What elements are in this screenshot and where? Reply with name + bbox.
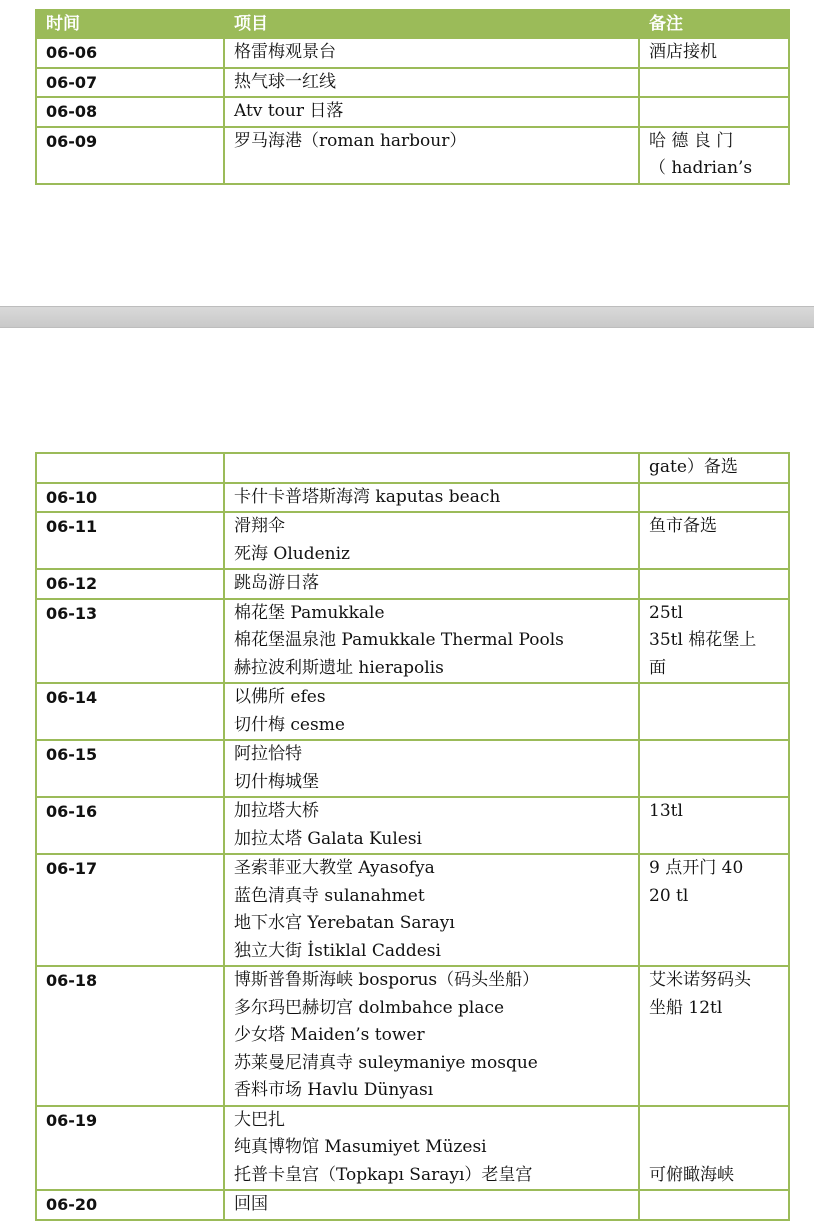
note-cell [639,453,789,483]
note-line: 哈 德 良 门 [649,130,734,151]
item-line: 切什梅城堡 [234,771,319,792]
date-cell: 06-16 [36,797,224,854]
item-line: 棉花堡温泉池 Pamukkale Thermal Pools [234,630,564,650]
note-line: 面 [649,657,666,678]
header-item: 项目 [224,10,639,38]
table-row [36,683,789,740]
note-cell [639,854,789,966]
item-cell [224,97,639,127]
note-line [649,1107,779,1135]
item-line: 加拉太塔 Galata Kulesi [234,828,422,849]
item-cell [224,854,639,966]
item-line: 蓝色清真寺 sulanahmet [234,885,425,906]
date-cell: 06-12 [36,569,224,599]
item-cell [224,683,639,740]
note-line: 坐船 12tl [649,997,723,1018]
item-line: 苏莱曼尼清真寺 suleymaniye mosque [234,1052,538,1073]
table-row [36,966,789,1106]
header-time: 时间 [36,10,224,38]
table-row [36,483,789,513]
table-row [36,1190,789,1220]
item-line: 地下水宫 Yerebatan Sarayı [234,913,455,933]
item-line: 托普卡皇宫（Topkapı Sarayı）老皇宫 [234,1164,533,1185]
item-line: 纯真博物馆 Masumiyet Müzesi [234,1137,487,1157]
item-cell [224,797,639,854]
date-cell: 06-08 [36,97,224,127]
date-cell: 06-17 [36,854,224,966]
item-cell [224,599,639,684]
item-line: 格雷梅观景台 [234,42,336,62]
item-cell [224,127,639,184]
note-line: 13tl [649,801,683,821]
item-line: 少女塔 Maiden’s tower [234,1025,425,1045]
item-line: 回国 [234,1194,268,1214]
item-line: 赫拉波利斯遗址 hierapolis [234,657,444,678]
item-cell [224,512,639,569]
note-cell [639,97,789,127]
table-row [36,740,789,797]
table-row [36,512,789,569]
item-cell [224,483,639,513]
note-cell [639,38,789,68]
note-line: 艾米诺努码头 [649,970,751,990]
date-cell: 06-20 [36,1190,224,1220]
note-cell [639,1106,789,1191]
item-line: 加拉塔大桥 [234,801,319,821]
note-line: 9 点开门 40 [649,858,744,878]
note-line: 25tl [649,602,683,623]
table-row [36,127,789,184]
item-line: 以佛所 efes [234,687,326,707]
item-cell [224,569,639,599]
table-row [36,97,789,127]
item-line: 博斯普鲁斯海峡 bosporus（码头坐船） [234,970,540,990]
note-line: 35tl 棉花堡上 [649,630,757,650]
table-row [36,854,789,966]
note-cell [639,740,789,797]
table-row [36,38,789,68]
note-line: 酒店接机 [649,42,717,62]
note-line: 鱼市备选 [649,516,717,536]
date-cell: 06-14 [36,683,224,740]
item-line: 香料市场 Havlu Dünyası [234,1080,434,1100]
note-line: 可俯瞰海峡 [649,1164,734,1185]
item-line: 滑翔伞 [234,516,285,536]
itinerary-table-page1 [35,9,790,185]
date-cell: 06-19 [36,1106,224,1191]
item-line: 独立大街 İstiklal Caddesi [234,940,441,961]
item-line: 热气球一红线 [234,71,336,92]
date-cell: 06-11 [36,512,224,569]
itinerary-table-page2 [35,452,790,1221]
table-row [36,599,789,684]
item-cell [224,740,639,797]
table-row [36,453,789,483]
item-cell [224,38,639,68]
item-line: 罗马海港（roman harbour） [234,130,467,151]
note-line: gate）备选 [649,457,738,477]
date-cell: 06-13 [36,599,224,684]
item-line: 圣索菲亚大教堂 Ayasofya [234,858,435,878]
note-cell [639,797,789,854]
date-cell: 06-09 [36,127,224,184]
note-line: （ hadrian’s [649,158,753,178]
item-cell [224,966,639,1106]
table-row [36,569,789,599]
date-cell: 06-10 [36,483,224,513]
date-cell: 06-15 [36,740,224,797]
item-line: 死海 Oludeniz [234,543,351,564]
note-cell [639,127,789,184]
table-row [36,1106,789,1191]
note-line [649,1134,779,1162]
note-cell [639,683,789,740]
item-cell [224,1190,639,1220]
date-cell: 06-06 [36,38,224,68]
header-note: 备注 [639,10,789,38]
date-cell [36,453,224,483]
item-line: 大巴扎 [234,1109,285,1130]
item-cell [224,453,639,483]
table-row [36,797,789,854]
item-line: 切什梅 cesme [234,714,345,735]
note-cell [639,512,789,569]
date-cell: 06-18 [36,966,224,1106]
item-line: 阿拉恰特 [234,744,302,764]
item-line: 棉花堡 Pamukkale [234,602,385,623]
table-row [36,68,789,98]
note-cell [639,966,789,1106]
item-line: 卡什卡普塔斯海湾 kaputas beach [234,486,501,507]
note-cell [639,68,789,98]
page-break [0,306,814,328]
item-cell [224,68,639,98]
item-line: Atv tour 日落 [234,101,344,121]
note-cell [639,1190,789,1220]
item-line: 跳岛游日落 [234,573,319,593]
date-cell: 06-07 [36,68,224,98]
note-cell [639,569,789,599]
note-cell [639,599,789,684]
item-line: 多尔玛巴赫切宫 dolmbahce place [234,997,505,1018]
item-cell [224,1106,639,1191]
table-header-row [36,10,789,38]
note-line: 20 tl [649,885,689,906]
note-cell [639,483,789,513]
